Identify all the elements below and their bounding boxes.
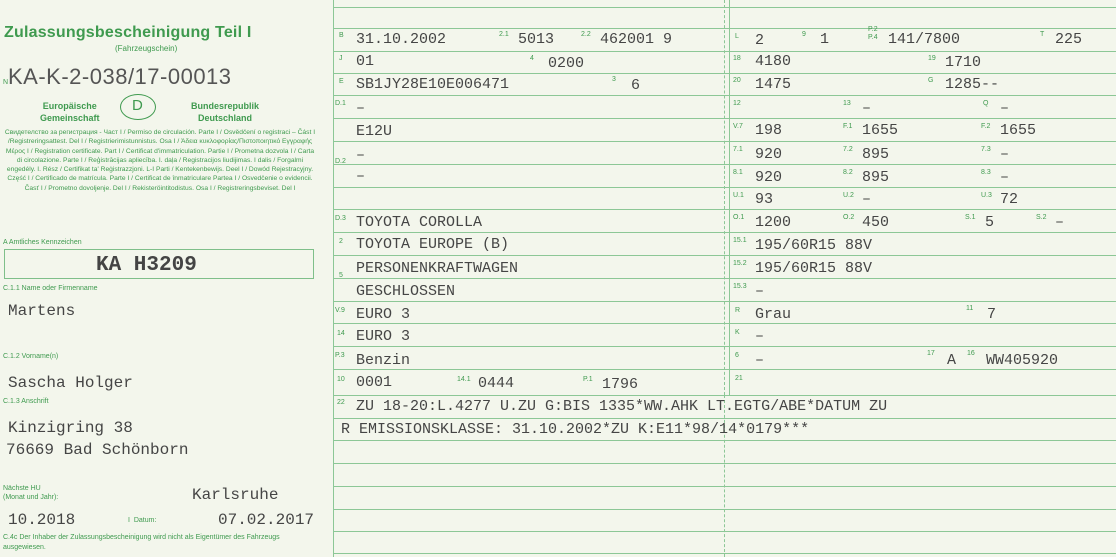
axle-count: 2 (755, 32, 765, 49)
field-p3-label: P.3 (335, 352, 345, 359)
field-18-label: 18 (733, 55, 741, 62)
field-14-label: 14 (337, 330, 345, 337)
power-rpm: 141/7800 (888, 31, 961, 48)
tyres-axle-3: – (755, 283, 765, 300)
field-e-label: E (339, 78, 344, 85)
field-u3-label: U.3 (981, 192, 992, 199)
certificate-number: WW405920 (986, 352, 1059, 369)
body-type: GESCHLOSSEN (356, 283, 456, 300)
field-q-label: Q (983, 100, 989, 107)
field-22-label: 2.2 (581, 31, 591, 38)
tyres-axle-2: 195/60R15 88V (755, 260, 873, 277)
field-12-label: 12 (733, 100, 741, 107)
eu-left-label: Europäische Gemeinschaft (40, 101, 100, 123)
field-v9-label: V.9 (335, 307, 345, 314)
divider (724, 0, 725, 395)
approval-date: – (755, 352, 765, 369)
field-153-label: 15.3 (733, 283, 747, 290)
field-a-label: A Amtliches Kennzeichen (3, 239, 82, 246)
divider (333, 28, 1116, 29)
tyres-axle-1: 195/60R15 88V (755, 237, 873, 254)
first-registration-date: 31.10.2002 (356, 31, 447, 48)
field-6-label: 6 (735, 352, 739, 359)
field-f2-label: F.2 (981, 123, 991, 130)
color-code: 7 (987, 306, 997, 323)
place-of-issue: Karlsruhe (192, 486, 279, 504)
axle-load-perm-3: – (1000, 169, 1010, 186)
support-load: – (862, 100, 872, 117)
manufacturer-code: 5013 (518, 31, 555, 48)
length: 4180 (755, 53, 792, 70)
divider (333, 164, 1116, 165)
standing-noise: 93 (755, 191, 774, 208)
field-s1-label: S.1 (965, 214, 976, 221)
vehicle-category: PERSONENKRAFTWAGEN (356, 260, 519, 277)
version: – (356, 168, 366, 185)
towing-unbraked: 450 (862, 214, 890, 231)
remarks-line-1: ZU 18-20:L.4277 U.ZU G:BIS 1335*WW.AHK LT.EGTG/ABE*DATUM ZU (356, 398, 888, 415)
document-subtitle: (Fahrzeugschein) (115, 44, 178, 53)
divider (333, 323, 1116, 324)
divider (333, 395, 1116, 396)
divider (724, 395, 725, 557)
manufacturer: TOYOTA EUROPE (B) (356, 236, 510, 253)
divider (333, 73, 1116, 74)
field-19-label: 19 (928, 55, 936, 62)
field-d3-label: D.3 (335, 215, 346, 222)
divider (333, 95, 1116, 96)
body-type-code: 0200 (548, 55, 585, 72)
field-j-label: J (339, 55, 343, 62)
field-d1-label: D.1 (335, 100, 346, 107)
fuel-type: Benzin (356, 352, 411, 369)
engine-speed-noise: – (862, 191, 872, 208)
power-weight-ratio: – (1000, 100, 1010, 117)
divider (333, 187, 1116, 188)
divider (333, 301, 1116, 302)
field-t-label: T (1040, 31, 1045, 38)
next-inspection: 10.2018 (8, 511, 76, 529)
commercial-name: TOYOTA COROLLA (356, 214, 483, 231)
axle-load-3: – (1000, 146, 1010, 163)
field-11-label: 11 (966, 305, 974, 312)
field-83-label: 8.3 (981, 169, 991, 176)
plate-number: KA H3209 (96, 254, 197, 277)
divider (333, 278, 1116, 279)
field-k-label: K (735, 329, 740, 336)
axle-load-perm-1: 920 (755, 169, 783, 186)
emission-class-national: EURO 3 (356, 328, 411, 345)
field-hu-label: Nächste HU (Monat und Jahr): (3, 485, 59, 501)
field-82-label: 8.2 (843, 169, 853, 176)
emission-code: 0001 (356, 374, 393, 391)
remarks-line-2: R EMISSIONSKLASSE: 31.10.2002*ZU K:E11*98/14*0179*** (341, 421, 810, 438)
divider (333, 440, 1116, 441)
divider (333, 255, 1116, 256)
seats: 5 (985, 214, 995, 231)
field-r-label: R (735, 307, 741, 314)
vehicle-type: E12U (356, 123, 393, 140)
variant: – (356, 147, 366, 164)
divider (333, 232, 1116, 233)
color: Grau (755, 306, 792, 323)
field-72-label: 7.2 (843, 146, 853, 153)
field-u2-label: U.2 (843, 192, 854, 199)
field-71-label: 7.1 (733, 146, 743, 153)
field-21-label: 2.1 (499, 31, 509, 38)
brand: – (356, 100, 366, 117)
field-p1-label: P.1 (583, 376, 593, 383)
holder-name: Martens (8, 302, 76, 320)
type-code: 462001 9 (600, 31, 673, 48)
divider (333, 346, 1116, 347)
emission-class: EURO 3 (356, 306, 411, 323)
divider (333, 553, 1116, 554)
axle-load-1: 920 (755, 146, 783, 163)
field-2-label: 2 (339, 238, 343, 245)
document-title: Zulassungsbescheinigung Teil I (4, 24, 252, 41)
divider (333, 209, 1116, 210)
field-10-label: 10 (337, 376, 345, 383)
field-13-label: 13 (843, 100, 851, 107)
width: 1710 (945, 54, 982, 71)
field-v7-label: V.7 (733, 123, 743, 130)
divider (333, 418, 1116, 419)
axle-load-perm-2: 895 (862, 169, 890, 186)
drive-by-noise: 72 (1000, 191, 1019, 208)
doc-prefix: N (3, 79, 9, 86)
approval-code: A (947, 352, 957, 369)
field-d2-label: D.2 (335, 158, 346, 165)
divider (729, 0, 730, 395)
field-f1-label: F.1 (843, 123, 853, 130)
co2: 198 (755, 122, 783, 139)
field-141-label: 14.1 (457, 376, 471, 383)
field-81-label: 8.1 (733, 169, 743, 176)
field-73-label: 7.3 (981, 146, 991, 153)
address-city: 76669 Bad Schönborn (6, 441, 189, 459)
field-152-label: 15.2 (733, 260, 747, 267)
field-4-label: 4 (530, 55, 534, 62)
field-17-label: 17 (927, 350, 935, 357)
field-b-label: B (339, 32, 344, 39)
field-151-label: 15.1 (733, 237, 747, 244)
field-o2-label: O.2 (843, 214, 855, 221)
driven-axles: 1 (820, 31, 830, 48)
holder-first-name: Sascha Holger (8, 374, 133, 392)
field-c13-label: C.1.3 Anschrift (3, 398, 49, 405)
divider (333, 141, 1116, 142)
divider (333, 118, 1116, 119)
document-number: KA-K-2-038/17-00013 (8, 64, 232, 89)
eu-right-label: Bundesrepublik Deutschland (191, 101, 260, 123)
towing-braked: 1200 (755, 214, 792, 231)
displacement: 1796 (602, 376, 639, 393)
type-approval-number: – (755, 328, 765, 345)
field-21-remarks-label: 21 (735, 375, 743, 382)
field-9-label: 9 (802, 31, 806, 38)
height: 1475 (755, 76, 792, 93)
address-street: Kinzigring 38 (8, 419, 133, 437)
divider (333, 369, 1116, 370)
field-p2p4-label: P.2 P.4 (868, 26, 878, 41)
field-g-label: G (928, 77, 934, 84)
field-s2-label: S.2 (1036, 214, 1047, 221)
vin: SB1JY28E10E006471 (356, 76, 510, 93)
divider (333, 463, 1116, 464)
field-20-label: 20 (733, 77, 741, 84)
divider (333, 51, 1116, 52)
max-mass-permitted: 1655 (1000, 122, 1037, 139)
axle-load-2: 895 (862, 146, 890, 163)
field-3-label: 3 (612, 76, 616, 83)
empty-mass: 1285-- (945, 76, 1000, 93)
field-o1-label: O.1 (733, 214, 745, 221)
field-22-remarks-label: 22 (337, 399, 345, 406)
divider (333, 486, 1116, 487)
emission-key: 0444 (478, 375, 515, 392)
vin-check-digit: 6 (631, 77, 641, 94)
field-l-label: L (735, 33, 739, 40)
multilanguage-titles: Свидетелство за регистрация - Част I / Permiso de circulación. Parte I / Osvědčení o registraci – Část I /Registreringsattest. Del I / Registrierimistunnistus. Osa I / Άδεια κυκλοφορίας/Πιστοποιητικό Εγγραφής Μέρος I / Registration certificate. Part I / Certificat d'immatriculation. Partie I / Prometna dozvola I / Carta di circolazione. Parte I / Reģistrācijas apliecība. I. daļa / Registracijos liudijimas. I dalis / Forgalmi engedély. I. Rész / Certifikat ta' Reġistrazzjoni. L-I Parti / Kentekenbewijs. Deel I / Dowód Rejestracyjny. Część I / Certificado de matrícula. Parte I / Certificat de înmatriculare Partea I / Osvedčenie o evidencii. Časť I / Prometno dovoljenje. Del I / Rekisteröintitodistus. Osa I / Registreringsbeviset. Del I (4, 129, 316, 192)
divider (333, 509, 1116, 510)
field-5-label: 5 (339, 272, 343, 279)
standing-places: – (1055, 214, 1065, 231)
vehicle-class: 01 (356, 53, 375, 70)
field-16-label: 16 (967, 350, 975, 357)
field-c12-label: C.1.2 Vorname(n) (3, 353, 59, 360)
field-c4c-note: C.4c Der Inhaber der Zulassungsbescheinigung wird nicht als Eigentümer des Fahrzeugs ausgewiesen. (3, 534, 280, 551)
max-speed: 225 (1055, 31, 1083, 48)
field-i-label: I Datum: (128, 517, 157, 524)
issue-date: 07.02.2017 (218, 511, 315, 529)
divider (333, 7, 1116, 8)
country-code: D (132, 97, 143, 114)
field-u1-label: U.1 (733, 192, 744, 199)
divider (333, 531, 1116, 532)
max-mass-technical: 1655 (862, 122, 899, 139)
field-c11-label: C.1.1 Name oder Firmenname (3, 285, 98, 292)
